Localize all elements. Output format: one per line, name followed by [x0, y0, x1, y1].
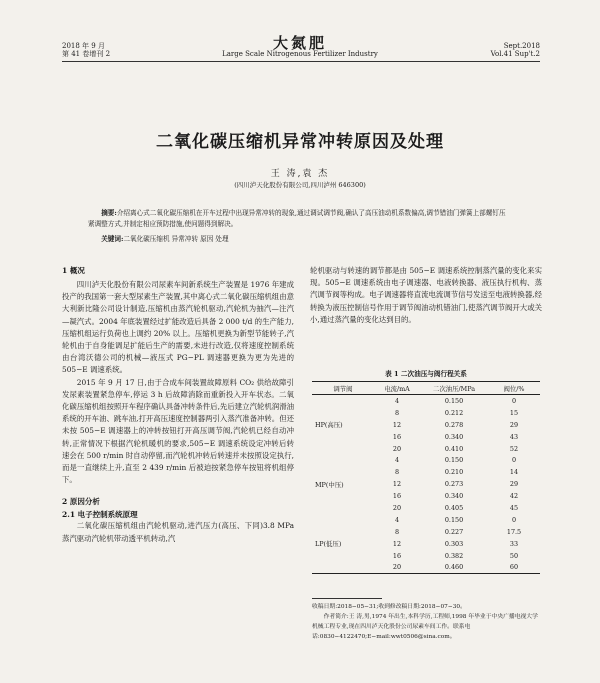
table-group-label: HP(高压) — [315, 421, 343, 430]
table-row — [312, 395, 540, 407]
table-cell: 60 — [488, 561, 540, 573]
table-row — [312, 419, 540, 431]
journal-logo: 大氮肥 — [272, 34, 327, 52]
page-title: 二氧化碳压缩机异常冲转原因及处理 — [156, 132, 444, 152]
table-header-cell: 阀位/% — [488, 382, 540, 395]
section-1-paragraph-1: 四川泸天化股份有限公司尿素车间新系统生产装置是 1976 年建成投产的我国第一套大型尿素生产装置,其中离心式二氧化碳压缩机组由意大利新比隆公司设计制造,压缩机由蒸汽轮机驱动,汽轮机为抽汽—注汽—凝汽式。2004 年底装置经过扩能改造后具备 2 000 t/d 的生产能力,压缩机组运行负荷也上调约 20% 以上。压缩机更换为新型节能转子,汽轮机由于自身能调足扩能后生产的需要,未进行改造,仅将速度控制系统由台湾沃德公司的机械—液压式 PG−PL 调速器更换为更为先进的 505−E 调速系统。 — [62, 280, 294, 375]
right-column — [310, 265, 542, 326]
table-cell: 45 — [509, 503, 519, 512]
journal-subtitle: Large Scale Nitrogenous Fertilizer Industry — [222, 50, 378, 58]
table-header-row — [312, 382, 540, 395]
table-cell: 0 — [511, 456, 517, 465]
table-cell: 20 — [374, 561, 420, 573]
abstract — [88, 208, 508, 230]
table-cell: 8 — [394, 527, 400, 536]
table-cell: 29 — [509, 420, 519, 429]
authors: 王 涛,袁 杰 — [270, 169, 330, 179]
table-row — [312, 490, 540, 502]
table-cell: 33 — [509, 539, 519, 548]
table-group-cell — [312, 443, 374, 455]
table-cell: 0.340 — [444, 432, 464, 441]
table-cell: 0.273 — [444, 480, 464, 489]
header-date-en: Sept.2018 — [503, 42, 540, 50]
table-row — [312, 431, 540, 443]
table-1-block — [312, 368, 540, 574]
table-cell: 50 — [509, 551, 519, 560]
table-cell: 0.227 — [444, 527, 464, 536]
table-cell: 0 — [511, 515, 517, 524]
table-row — [312, 478, 540, 490]
table-row — [312, 514, 540, 526]
footnote — [312, 602, 540, 642]
footnote-author: 作者简介:王 涛,男,1974 年出生,本科学历,工程师,1998 年毕业于中央广播电视大学机械工程专业,现在四川泸天化股份公司尿素车间工作。联系电话:0830−4122470;E−mail:wwt0506@sina.com。 — [312, 614, 538, 640]
header-rule — [62, 61, 540, 62]
table-cell: 0.210 — [444, 468, 464, 477]
table-header-cell: 二次油压/MPa — [420, 382, 488, 395]
table-cell: 15 — [509, 408, 519, 417]
table-cell: 0.278 — [444, 420, 464, 429]
table-cell: 4 — [394, 456, 400, 465]
table-cell: 43 — [509, 432, 519, 441]
table-cell: 0.150 — [444, 456, 464, 465]
table-cell: 0.410 — [444, 444, 464, 453]
table-group-cell — [312, 526, 374, 538]
table-cell: 0.382 — [444, 551, 464, 560]
footnote-rule — [312, 598, 382, 599]
table-cell: 0.340 — [444, 492, 464, 501]
table-group-cell — [312, 561, 374, 573]
table-row — [312, 526, 540, 538]
table-group-label: MP(中压) — [315, 480, 344, 489]
section-2-heading: 2 原因分析 — [62, 497, 100, 507]
table-cell: 8 — [394, 468, 400, 477]
table-cell: 16 — [392, 432, 402, 441]
table-cell: 20 — [392, 503, 402, 512]
table-cell: 4 — [394, 396, 400, 405]
table-cell: 0 — [511, 396, 517, 405]
keywords-label: 关键词: — [101, 235, 124, 243]
section-2-paragraph-1: 二氧化碳压缩机组由汽轮机驱动,进汽压力(高压、下同)3.8 MPa 蒸汽驱动汽轮机带动透平机转动,汽 — [62, 521, 294, 543]
table-cell: 17.5 — [506, 527, 522, 536]
table-row — [312, 454, 540, 466]
table-group-label: LP(低压) — [315, 540, 342, 549]
table-cell: 12 — [392, 480, 402, 489]
left-column — [62, 265, 294, 545]
table-group-cell — [312, 550, 374, 562]
table-cell: 20 — [392, 444, 402, 453]
table-row — [312, 561, 540, 573]
abstract-text: 介绍离心式二氧化碳压缩机在开车过程中出现异常冲转的现象,通过调试调节阀,确认了高压油动机系数偏高,调节错油门弹簧上部螺钉压紧调整方式,并制定相应预防措施,使问题得到解决。 — [88, 209, 506, 228]
table-group-cell — [312, 454, 374, 466]
table-cell: 29 — [509, 480, 519, 489]
table-row — [312, 538, 540, 550]
footnote-received: 收稿日期:2018−05−31;收到修改稿日期:2018−07−30。 — [312, 604, 466, 610]
table-group-cell — [312, 466, 374, 478]
table-row — [312, 466, 540, 478]
table-cell: 42 — [509, 492, 519, 501]
keywords — [88, 234, 508, 245]
table-cell: 0.150 — [444, 515, 464, 524]
table-cell: 0.460 — [420, 561, 488, 573]
table-cell: 12 — [392, 539, 402, 548]
table-cell: 12 — [392, 420, 402, 429]
table-cell: 8 — [394, 408, 400, 417]
section-1-paragraph-2: 2015 年 9 月 17 日,由于合成车间装置故障原料 CO₂ 供给故障引发尿素装置紧急停车,停运 3 h 后故障消除而重新投入开车状态。二氧化碳压缩机组按照开车程序确认具备冲转条件后,先后建立汽轮机润滑油系统的开车油、跳车油,打开高压速度控制器两引入蒸汽准备冲转。但还未按 505−E 调速器上的冲转按钮打开高压调节阀,汽轮机已经自动冲转,正常情况下根据汽轮机暖机的要求,505−E 调速系统设定冲转后转速会在 500 r/min 时自动停留,而汽轮机冲转后转速并未按照设定执行,而是一直继续上升,直至 2 439 r/min 后被迫按紧急停车按钮将机组停下。 — [62, 377, 294, 485]
table-group-cell — [312, 514, 374, 526]
affiliation: (四川泸天化股份有限公司,四川泸州 646300) — [234, 181, 366, 189]
table-cell: 16 — [392, 551, 402, 560]
table-header-cell: 调节阀 — [312, 382, 374, 395]
abstract-label: 摘要: — [101, 209, 117, 217]
table-group-cell — [312, 407, 374, 419]
table-group-cell — [312, 490, 374, 502]
table-cell: 14 — [509, 468, 519, 477]
header-date: 2018 年 9 月 — [62, 42, 105, 50]
table-row — [312, 407, 540, 419]
table-row — [312, 443, 540, 455]
right-column-paragraph: 轮机驱动与转速的调节都是由 505−E 调速系统控制蒸汽量的变化来实现。505−E 调速系统由电子调速器、电液转换器、液压执行机构、蒸汽调节阀等构成。电子调速器将直流电流调节信号发送至电液转换器,经转换为液压控制信号作用于调节阀油动机错油门,使蒸汽调节阀开大或关小,通过蒸汽量的变化达到目的。 — [310, 266, 542, 324]
table-cell: 52 — [509, 444, 519, 453]
header-volume: 第 41 卷增刊 2 — [62, 50, 111, 58]
table-cell: 4 — [394, 515, 400, 524]
table-header-cell: 电流/mA — [374, 382, 420, 395]
section-2-1-heading: 2.1 电子控制系统原理 — [62, 510, 138, 520]
table-row — [312, 502, 540, 514]
table-group-cell — [312, 502, 374, 514]
table-cell: 0.150 — [444, 396, 464, 405]
header-volume-en: Vol.41 Sup't.2 — [490, 50, 540, 58]
table-caption: 表 1 二次油压与阀行程关系 — [385, 370, 467, 378]
table-row — [312, 550, 540, 562]
keywords-text: 二氧化碳压缩机 异常冲转 原因 处理 — [123, 235, 229, 243]
table-group-cell — [312, 395, 374, 407]
table-cell: 0.212 — [444, 408, 464, 417]
table-cell: 0.405 — [444, 503, 464, 512]
table-cell: 0.303 — [444, 539, 464, 548]
table-group-cell — [312, 431, 374, 443]
table-cell: 16 — [392, 492, 402, 501]
section-1-heading: 1 概况 — [62, 266, 85, 275]
data-table — [312, 381, 540, 574]
